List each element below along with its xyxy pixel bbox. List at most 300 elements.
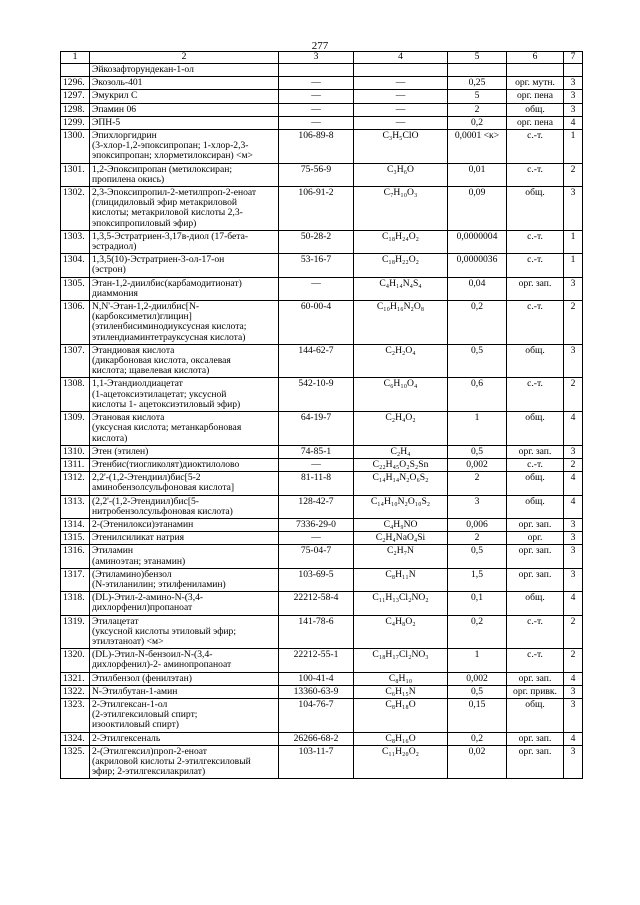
hazard-indicator: орг. зап. — [507, 745, 564, 779]
cas-number: 75-04-7 — [279, 545, 354, 568]
hazard-class: 1 — [564, 254, 583, 277]
cas-number: 22212-58-4 — [279, 592, 354, 615]
concentration-value: 0,2 — [448, 301, 507, 345]
concentration-value: 0,6 — [448, 378, 507, 412]
substance-name-line: Этен (этилен) — [92, 445, 149, 457]
row-number: 1318. — [61, 592, 90, 615]
substance-name-line: (аминоэтан; этанамин) — [92, 555, 186, 567]
chemical-formula: — — [354, 103, 448, 116]
cas-number: 103-69-5 — [279, 568, 354, 591]
substance-name-line: 2-(Этенилокси)этанамин — [92, 518, 194, 530]
substance-name — [90, 412, 279, 446]
row-number: 1299. — [61, 116, 90, 129]
hazard-indicator: с.-т. — [507, 130, 564, 164]
concentration-value: 5 — [448, 90, 507, 103]
table-row — [61, 116, 583, 129]
hazard-class: 3 — [564, 77, 583, 90]
hazard-indicator: орг. мутн. — [507, 77, 564, 90]
substance-name-line: дихлорфенил)пропаноат — [92, 602, 193, 614]
concentration-value: 2 — [448, 472, 507, 495]
table-row — [61, 592, 583, 615]
substance-name-line: (N-этиланилин; этилфениламин) — [92, 578, 226, 590]
row-number: 1325. — [61, 745, 90, 779]
hazard-indicator: орг. зап. — [507, 568, 564, 591]
substance-name-line: 1,3,5-Эстратриен-3,17в-диол (17-бета- — [92, 230, 249, 242]
hazard-class: 3 — [564, 745, 583, 779]
hazard-indicator: общ. — [507, 592, 564, 615]
substance-name-line: N-Этилбутан-1-амин — [92, 685, 178, 697]
chemical-formula: C₂H₄ — [354, 445, 448, 458]
substance-name-line: Этилацетат — [92, 615, 139, 627]
substance-name — [90, 301, 279, 345]
cas-number: — — [279, 458, 354, 471]
hazard-class: 4 — [564, 472, 583, 495]
substance-name — [90, 277, 279, 300]
hazard-class: 2 — [564, 378, 583, 412]
hazard-indicator: орг. зап. — [507, 518, 564, 531]
substance-name-line: этилэтаноат) <м> — [92, 635, 164, 647]
substance-name — [90, 163, 279, 186]
substance-name-line: 1,2-Эпоксипропан (метилоксиран; — [92, 163, 233, 175]
substance-name-line: (2-этилгексиловый спирт; — [92, 709, 198, 721]
substance-name — [90, 518, 279, 531]
chemical-formula: C₄H₁₄N₄S₄ — [354, 277, 448, 300]
substance-name-line: Эпамин 06 — [92, 103, 137, 115]
substance-name-line: (глицидиловый эфир метакриловой — [92, 197, 238, 209]
row-number: 1317. — [61, 568, 90, 591]
row-number: 1308. — [61, 378, 90, 412]
cas-number: 103-11-7 — [279, 745, 354, 779]
table-row — [61, 254, 583, 277]
row-number: 1316. — [61, 545, 90, 568]
table-row — [61, 472, 583, 495]
cas-number: 128-42-7 — [279, 495, 354, 518]
chemical-formula: C₂H₄NaO₄Si — [354, 532, 448, 545]
chemical-formula: C₁₁H₁₃Cl₂NO₂ — [354, 592, 448, 615]
concentration-value: 0,0000036 — [448, 254, 507, 277]
table-row — [61, 545, 583, 568]
hazard-indicator: общ. — [507, 103, 564, 116]
cas-number: — — [279, 90, 354, 103]
hazard-class: 3 — [564, 103, 583, 116]
concentration-value: 0,2 — [448, 615, 507, 649]
concentration-value: 0,15 — [448, 698, 507, 732]
hazard-indicator: общ. — [507, 472, 564, 495]
concentration-value: 1 — [448, 649, 507, 672]
table-row — [61, 344, 583, 378]
concentration-value: 0,002 — [448, 672, 507, 685]
hazard-class: 4 — [564, 116, 583, 129]
concentration-value: 2 — [448, 532, 507, 545]
substance-name — [90, 445, 279, 458]
row-number: 1320. — [61, 649, 90, 672]
substance-name-line: эстрадиол) — [92, 241, 137, 253]
cas-number: 542-10-9 — [279, 378, 354, 412]
header-col-5: 5 — [448, 52, 507, 64]
cas-number: — — [279, 77, 354, 90]
chemical-formula: C₂H₄O₂ — [354, 412, 448, 446]
substance-name-line: дихлорфенил)-2- аминопропаноат — [92, 659, 232, 671]
hazard-class: 2 — [564, 163, 583, 186]
substance-name-line: Этан-1,2-диилбис(карбамодитионат) — [92, 277, 242, 289]
concentration-value: 0,006 — [448, 518, 507, 531]
table-row — [61, 230, 583, 253]
substance-name — [90, 532, 279, 545]
table-row — [61, 458, 583, 471]
substance-name — [90, 649, 279, 672]
cas-number: — — [279, 532, 354, 545]
cas-number: — — [279, 103, 354, 116]
hazard-class: 2 — [564, 458, 583, 471]
chemical-formula: C₂H₂O₄ — [354, 344, 448, 378]
table-row — [61, 163, 583, 186]
substance-name-line: Экозоль-401 — [92, 77, 143, 89]
substance-name-line: нитробензолсульфоновая кислота) — [92, 505, 233, 517]
substance-name — [90, 116, 279, 129]
substance-name-line: (уксусная кислота; метанкарбоновая — [92, 422, 242, 434]
substance-name-line: Этилбензол (фенилэтан) — [92, 672, 192, 684]
substance-name — [90, 685, 279, 698]
hazard-indicator: с.-т. — [507, 163, 564, 186]
substance-name-line: 1,3,5(10)-Эстратриен-3-ол-17-он — [92, 254, 225, 266]
row-number: 1298. — [61, 103, 90, 116]
cas-number: 13360-63-9 — [279, 685, 354, 698]
concentration-value: 0,01 — [448, 163, 507, 186]
table-row — [61, 277, 583, 300]
table-row — [61, 732, 583, 745]
concentration-value: 0,2 — [448, 116, 507, 129]
hazard-indicator: с.-т. — [507, 301, 564, 345]
substance-name — [90, 698, 279, 732]
hazard-indicator: с.-т. — [507, 230, 564, 253]
substance-name-line: кислота) — [92, 432, 128, 444]
hazard-class: 2 — [564, 615, 583, 649]
substance-name — [90, 130, 279, 164]
cas-number: 106-89-8 — [279, 130, 354, 164]
hazard-indicator: с.-т. — [507, 649, 564, 672]
substance-name-line: 2-(Этилгексил)проп-2-еноат — [92, 745, 207, 757]
concentration-value: 0,25 — [448, 77, 507, 90]
table-row — [61, 90, 583, 103]
header-col-1: 1 — [61, 52, 90, 64]
row-number: 1309. — [61, 412, 90, 446]
substance-name-line: 2,3-Эпоксипропил-2-метилпроп-2-еноат — [92, 187, 257, 199]
substance-name-line: N,N'-Этан-1,2-диилбис[N- — [92, 301, 200, 313]
substance-name-line: Эмукрил С — [92, 90, 138, 102]
hazard-class: 4 — [564, 592, 583, 615]
concentration-value: 0,04 — [448, 277, 507, 300]
cas-number: 50-28-2 — [279, 230, 354, 253]
hazard-class: 3 — [564, 545, 583, 568]
substance-name-line: ЭПН-5 — [92, 116, 121, 128]
table-row — [61, 615, 583, 649]
substance-name — [90, 77, 279, 90]
row-number: 1323. — [61, 698, 90, 732]
chemical-formula: — — [354, 77, 448, 90]
chemical-formula: C₄H₈O₂ — [354, 615, 448, 649]
hazard-indicator: орг. пена — [507, 90, 564, 103]
row-number: 1302. — [61, 187, 90, 231]
row-number: 1304. — [61, 254, 90, 277]
substances-table — [60, 51, 583, 779]
table-row — [61, 301, 583, 345]
hazard-class: 3 — [564, 277, 583, 300]
substance-name-line: 2-Этилгексан-1-ол — [92, 698, 168, 710]
hazard-class: 4 — [564, 732, 583, 745]
chemical-formula: C₈H₁₁N — [354, 568, 448, 591]
substance-name-line: (DL)-Этил-N-бензоил-N-(3,4- — [92, 649, 213, 661]
concentration-value: 0,0000004 — [448, 230, 507, 253]
header-col-6: 6 — [507, 52, 564, 64]
chemical-formula: C₈H₁₀ — [354, 672, 448, 685]
row-number: 1307. — [61, 344, 90, 378]
substance-name-line: (акриловой кислоты 2-этилгексиловый — [92, 755, 251, 767]
hazard-class: 3 — [564, 344, 583, 378]
row-number: 1319. — [61, 615, 90, 649]
chemical-formula: C₆H₁₀O₄ — [354, 378, 448, 412]
chemical-formula: C₈H₁₈O — [354, 698, 448, 732]
substance-name-line: 2,2'-(1,2-Этендиил)бис[5-2 — [92, 472, 201, 484]
concentration-value: 0,1 — [448, 592, 507, 615]
row-number: 1303. — [61, 230, 90, 253]
continuation-name: Эйкозафторундекан-1-ол — [90, 64, 279, 77]
chemical-formula: C₁₁H₂₀O₂ — [354, 745, 448, 779]
substance-name-line: 2-Этилгексеналь — [92, 732, 161, 744]
cas-number: 7336-29-0 — [279, 518, 354, 531]
cas-number: 75-56-9 — [279, 163, 354, 186]
substance-name-line: (этиленбисиминодиуксусная кислота; — [92, 321, 247, 333]
substance-name — [90, 230, 279, 253]
hazard-class: 3 — [564, 532, 583, 545]
table-row — [61, 77, 583, 90]
table-row — [61, 532, 583, 545]
table-row — [61, 187, 583, 231]
header-col-3: 3 — [279, 52, 354, 64]
substance-name — [90, 90, 279, 103]
hazard-class: 3 — [564, 685, 583, 698]
substance-name-line: (эстрон) — [92, 264, 126, 276]
chemical-formula: C₂H₇N — [354, 545, 448, 568]
chemical-formula: C₃H₆O — [354, 163, 448, 186]
row-number: 1312. — [61, 472, 90, 495]
substance-name — [90, 672, 279, 685]
hazard-indicator: с.-т. — [507, 378, 564, 412]
substance-name-line: Этенбис(тиогликолят)диоктилолово — [92, 458, 240, 470]
chemical-formula: C₃H₅ClO — [354, 130, 448, 164]
table-row — [61, 518, 583, 531]
chemical-formula: C₂₂H₄₅O₂S₂Sn — [354, 458, 448, 471]
hazard-class: 3 — [564, 187, 583, 231]
row-number: 1322. — [61, 685, 90, 698]
hazard-class: 3 — [564, 698, 583, 732]
cas-number: — — [279, 277, 354, 300]
substance-name — [90, 187, 279, 231]
concentration-value: 0,5 — [448, 344, 507, 378]
hazard-indicator: орг. — [507, 532, 564, 545]
substance-name — [90, 592, 279, 615]
cas-number: — — [279, 116, 354, 129]
row-number: 1296. — [61, 77, 90, 90]
table-row — [61, 412, 583, 446]
chemical-formula: C₆H₁₅N — [354, 685, 448, 698]
hazard-indicator: орг. привк. — [507, 685, 564, 698]
substance-name-line: (2,2'-(1,2-Этендиил)бис[5- — [92, 495, 200, 507]
table-row — [61, 445, 583, 458]
substance-name — [90, 568, 279, 591]
hazard-indicator: общ. — [507, 344, 564, 378]
substance-name-line: этилендиаминтетрауксусная кислота) — [92, 331, 246, 343]
table-row — [61, 649, 583, 672]
hazard-class: 3 — [564, 568, 583, 591]
hazard-class: 3 — [564, 90, 583, 103]
hazard-indicator: общ. — [507, 495, 564, 518]
hazard-indicator: орг. зап. — [507, 672, 564, 685]
substance-name-line: (карбоксиметил)глицин] — [92, 311, 192, 323]
substance-name-line: эпоксипропан; хлорметилоксиран) <м> — [92, 150, 253, 162]
hazard-class: 2 — [564, 301, 583, 345]
substance-name-line: Этиламин — [92, 545, 134, 557]
page-number: 277 — [311, 40, 329, 52]
row-number: 1306. — [61, 301, 90, 345]
substance-name-line: Этановая кислота — [92, 412, 165, 424]
cas-number: 106-91-2 — [279, 187, 354, 231]
table-row — [61, 698, 583, 732]
substance-name — [90, 732, 279, 745]
chemical-formula: C₁₀H₁₆N₂O₈ — [354, 301, 448, 345]
hazard-indicator: орг. зап. — [507, 445, 564, 458]
row-number: 1315. — [61, 532, 90, 545]
hazard-class: 3 — [564, 445, 583, 458]
hazard-indicator: орг. зап. — [507, 732, 564, 745]
chemical-formula: — — [354, 116, 448, 129]
substance-name-line: диаммония — [92, 287, 138, 299]
chemical-formula: C₈H₁₆O — [354, 732, 448, 745]
concentration-value: 1 — [448, 412, 507, 446]
table-row — [61, 672, 583, 685]
hazard-indicator: с.-т. — [507, 254, 564, 277]
row-number: 1313. — [61, 495, 90, 518]
cas-number: 22212-55-1 — [279, 649, 354, 672]
row-number: 1324. — [61, 732, 90, 745]
substance-name-line: кислота; щавелевая кислота) — [92, 365, 210, 377]
substance-name-line: (дикарбоновая кислота, оксалевая — [92, 355, 231, 367]
chemical-formula: C₁₈H₂₄O₂ — [354, 230, 448, 253]
header-col-4: 4 — [354, 52, 448, 64]
chemical-formula: C₁₈H₂₂O₂ — [354, 254, 448, 277]
substance-name-line: Этандиовая кислота — [92, 344, 175, 356]
cas-number: 141-78-6 — [279, 615, 354, 649]
substance-name — [90, 545, 279, 568]
row-number: 1305. — [61, 277, 90, 300]
hazard-indicator: общ. — [507, 187, 564, 231]
hazard-indicator: с.-т. — [507, 615, 564, 649]
substance-name — [90, 344, 279, 378]
substance-name-line: эпоксипропиловый эфир) — [92, 217, 197, 229]
substance-name — [90, 745, 279, 779]
hazard-indicator: орг. зап. — [507, 277, 564, 300]
table-row — [61, 130, 583, 164]
substance-name-line: аминобензолсульфоновая кислота] — [92, 482, 235, 494]
header-col-2: 2 — [90, 52, 279, 64]
substance-name-line: (Этиламино)бензол — [92, 568, 172, 580]
row-number: 1314. — [61, 518, 90, 531]
concentration-value: 3 — [448, 495, 507, 518]
substance-name-line: эфир; 2-этилгексилакрилат) — [92, 766, 206, 778]
row-number: 1311. — [61, 458, 90, 471]
hazard-class: 4 — [564, 412, 583, 446]
substance-name — [90, 615, 279, 649]
substance-name-line: изооктиловый спирт) — [92, 719, 179, 731]
table-row — [61, 568, 583, 591]
concentration-value: 0,5 — [448, 545, 507, 568]
chemical-formula: C₄H₉NO — [354, 518, 448, 531]
table-row — [61, 378, 583, 412]
concentration-value: 0,5 — [448, 685, 507, 698]
concentration-value: 2 — [448, 103, 507, 116]
substance-name-line: пропилена окись) — [92, 173, 165, 185]
chemical-formula: C₁₄H₁₀N₂O₁₀S₂ — [354, 495, 448, 518]
concentration-value: 0,2 — [448, 732, 507, 745]
concentration-value: 0,5 — [448, 445, 507, 458]
concentration-value: 0,02 — [448, 745, 507, 779]
hazard-class: 3 — [564, 518, 583, 531]
concentration-value: 0,09 — [448, 187, 507, 231]
row-number: 1300. — [61, 130, 90, 164]
table-row — [61, 685, 583, 698]
row-number: 1301. — [61, 163, 90, 186]
row-number: 1321. — [61, 672, 90, 685]
substance-name-line: кислоты; метакриловой кислоты 2,3- — [92, 207, 243, 219]
cas-number: 104-76-7 — [279, 698, 354, 732]
cas-number: 64-19-7 — [279, 412, 354, 446]
substance-name — [90, 458, 279, 471]
substance-name-line: 1,1-Этандиолдиацетат — [92, 378, 183, 390]
cas-number: 60-00-4 — [279, 301, 354, 345]
hazard-indicator: орг. пена — [507, 116, 564, 129]
chemical-formula: C₁₄H₁₄N₂O₆S₂ — [354, 472, 448, 495]
header-col-7: 7 — [564, 52, 583, 64]
table-row — [61, 103, 583, 116]
chemical-formula: — — [354, 90, 448, 103]
hazard-indicator: общ. — [507, 698, 564, 732]
hazard-indicator: с.-т. — [507, 458, 564, 471]
substance-name-line: Эпихлоргидрин — [92, 130, 157, 142]
hazard-indicator: орг. зап. — [507, 545, 564, 568]
chemical-formula: C₁₈H₁₇Cl₂NO₃ — [354, 649, 448, 672]
header-row — [61, 52, 583, 64]
substance-name-line: (3-хлор-1,2-эпоксипропан; 1-хлор-2,3- — [92, 140, 249, 152]
substance-name-line: кислоты 1- ацетоксиэтиловый эфир) — [92, 398, 241, 410]
cas-number: 100-41-4 — [279, 672, 354, 685]
substance-name-line: Этенилсиликат натрия — [92, 532, 185, 544]
cas-number: 26266-68-2 — [279, 732, 354, 745]
table-row — [61, 745, 583, 779]
concentration-value: 0,002 — [448, 458, 507, 471]
hazard-class: 1 — [564, 230, 583, 253]
cas-number: 144-62-7 — [279, 344, 354, 378]
substance-name — [90, 378, 279, 412]
hazard-class: 2 — [564, 649, 583, 672]
chemical-formula: C₇H₁₀O₃ — [354, 187, 448, 231]
concentration-value: 0,0001 <к> — [448, 130, 507, 164]
substance-name-line: (DL)-Этил-2-амино-N-(3,4- — [92, 592, 204, 604]
substance-name — [90, 472, 279, 495]
row-number: 1310. — [61, 445, 90, 458]
hazard-class: 1 — [564, 130, 583, 164]
table-row — [61, 495, 583, 518]
hazard-class: 4 — [564, 495, 583, 518]
continuation-row — [61, 64, 583, 77]
